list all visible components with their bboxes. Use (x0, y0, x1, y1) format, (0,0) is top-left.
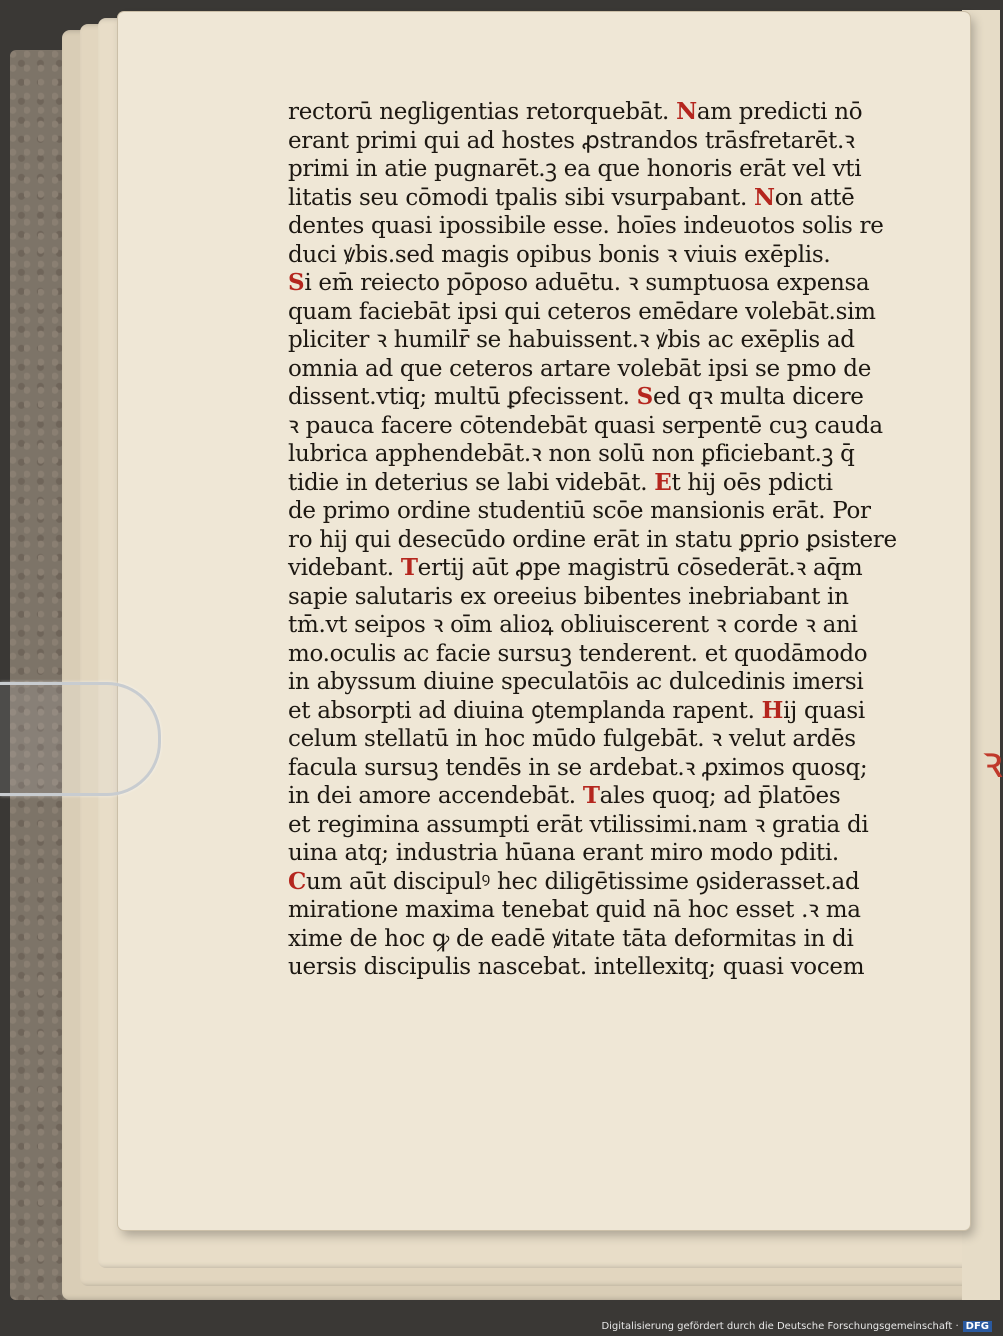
text-line (288, 355, 872, 384)
text-line (288, 212, 884, 241)
line-text: ꝛ pauca facere cōtendebāt quasi serpentē cuꝫ cauda (288, 412, 883, 439)
line-text: lubrica apphendebāt.ꝛ non solū non ꝑficiebant.ꝫ q̄ (288, 441, 855, 467)
text-line (288, 127, 858, 156)
line-text: i em̄ reiecto pōposo aduētu. ꝛ sumptuosa expensa (304, 270, 870, 296)
line-text: dentes quasi ipossibile esse. hoīes indeuotos solis re (288, 213, 884, 239)
rubricated-initial: N (676, 98, 697, 125)
text-line (288, 696, 865, 726)
text-line (288, 155, 862, 184)
page-text (288, 98, 897, 982)
rubricated-initial: C (288, 867, 307, 895)
line-text: mo.oculis ac facie sursuꝫ tenderent. et quodāmodo (288, 640, 868, 667)
line-text: xime de hoc ꝙ de eadē ꝟitate tāta deformitas in di (288, 925, 854, 952)
line-text: et absorpti ad diuina ꝯtemplanda rapent. (288, 697, 762, 724)
rubricated-initial: T (582, 782, 600, 809)
line-text: litatis seu cōmodi tpalis sibi vsurpabant. (288, 184, 755, 211)
text-line (288, 184, 858, 213)
line-text: dissent.vtiq; multū ꝑfecissent. (288, 384, 637, 410)
text-line (288, 754, 868, 783)
line-text: on attē (774, 184, 855, 211)
text-line (288, 383, 864, 412)
text-line (288, 611, 858, 640)
text-line (288, 782, 858, 811)
text-line (288, 98, 863, 127)
line-text: rectorū negligentias retorquebāt. (288, 99, 677, 125)
text-line (288, 953, 865, 982)
page-clip (0, 682, 161, 796)
rubricated-initial: E (654, 468, 672, 496)
rubricated-initial: N (754, 183, 775, 211)
line-text: ed qꝛ multa dicere (652, 384, 864, 410)
text-line (288, 868, 858, 897)
text-line (288, 925, 858, 954)
text-line (288, 469, 858, 498)
line-text: am predicti nō (696, 99, 863, 125)
text-line (288, 839, 858, 868)
text-line (288, 412, 883, 441)
facing-page-rubric-mark: ꝛ (982, 737, 1003, 788)
line-text: t hij oēs pdicti (671, 469, 833, 496)
text-line (288, 440, 858, 469)
line-text: videbant. (288, 555, 401, 581)
line-text: in abyssum diuine speculatōis ac dulcedinis imersi (288, 669, 864, 695)
line-text: quam faciebāt ipsi qui ceteros emēdare volebāt.sim (288, 298, 876, 325)
line-text: sapie salutaris ex oreeius bibentes inebriabant in (288, 583, 849, 610)
line-text: in dei amore accendebāt. (288, 783, 583, 809)
line-text: pliciter ꝛ humilr̄ se habuissent.ꝛ ꝟbis ac exēplis ad (288, 327, 855, 353)
line-text: uersis discipulis nascebat. intellexitq; quasi vocem (288, 954, 865, 980)
digitization-credit (601, 1321, 992, 1332)
line-text: ij quasi (783, 697, 865, 724)
text-line (288, 497, 871, 526)
text-line (288, 298, 876, 327)
line-text: omnia ad que ceteros artare volebāt ipsi se pmo de (288, 355, 872, 382)
line-text: celum stellatū in hoc mūdo fulgebāt. ꝛ velut ardēs (288, 726, 856, 752)
line-text: primi in atie pugnarēt.ꝫ ea que honoris erāt vel vti (288, 156, 862, 182)
text-line (288, 326, 858, 355)
text-line (288, 725, 858, 754)
text-line (288, 554, 863, 583)
rubricated-initial: T (400, 554, 418, 581)
line-text: duci ꝟbis.sed magis opibus bonis ꝛ viuis exēplis. (288, 241, 831, 268)
rubricated-initial: H (761, 696, 784, 724)
line-text: et regimina assumpti erāt vtilissimi.nam ꝛ gratia di (288, 811, 869, 838)
line-text: tidie in deterius se labi videbāt. (288, 469, 655, 496)
text-line (288, 526, 897, 555)
line-text: erant primi qui ad hostes ꝓstrandos trāsfretarēt.ꝛ (288, 127, 855, 154)
text-line (288, 583, 858, 612)
text-line (288, 668, 864, 697)
dfg-logo: DFG (963, 1321, 992, 1332)
text-line (288, 640, 868, 669)
line-text: facula sursuꝫ tendēs in se ardebat.ꝛ ꝓximos quosq; (288, 754, 868, 781)
line-text: um aūt discipulꝰ hec diligētissime ꝯsiderasset.ad (306, 868, 860, 895)
text-line (288, 269, 870, 298)
rubricated-initial: S (288, 269, 305, 296)
text-line (288, 896, 861, 925)
rubricated-initial: S (636, 383, 653, 410)
line-text: uina atq; industria hūana erant miro modo pditi. (288, 840, 839, 866)
line-text: ro hij qui desecūdo ordine erāt in statu ꝑprio ꝑsistere (288, 526, 897, 553)
line-text: miratione maxima tenebat quid nā hoc esset .ꝛ ma (288, 897, 861, 923)
line-text: tm̄.vt seipos ꝛ oīm alioꝝ obliuiscerent ꝛ corde ꝛ ani (288, 612, 858, 638)
line-text: ales quoq; ad p̄latōes (599, 783, 841, 809)
text-line (288, 811, 869, 840)
line-text: de primo ordine studentiū scōe mansionis erāt. Por (288, 498, 871, 524)
text-line (288, 241, 858, 270)
line-text: ertij aūt ꝓpe magistrū cōsederāt.ꝛ aq̄m (417, 555, 863, 581)
credit-text: Digitalisierung gefördert durch die Deutsche Forschungsgemeinschaft · (601, 1321, 959, 1332)
